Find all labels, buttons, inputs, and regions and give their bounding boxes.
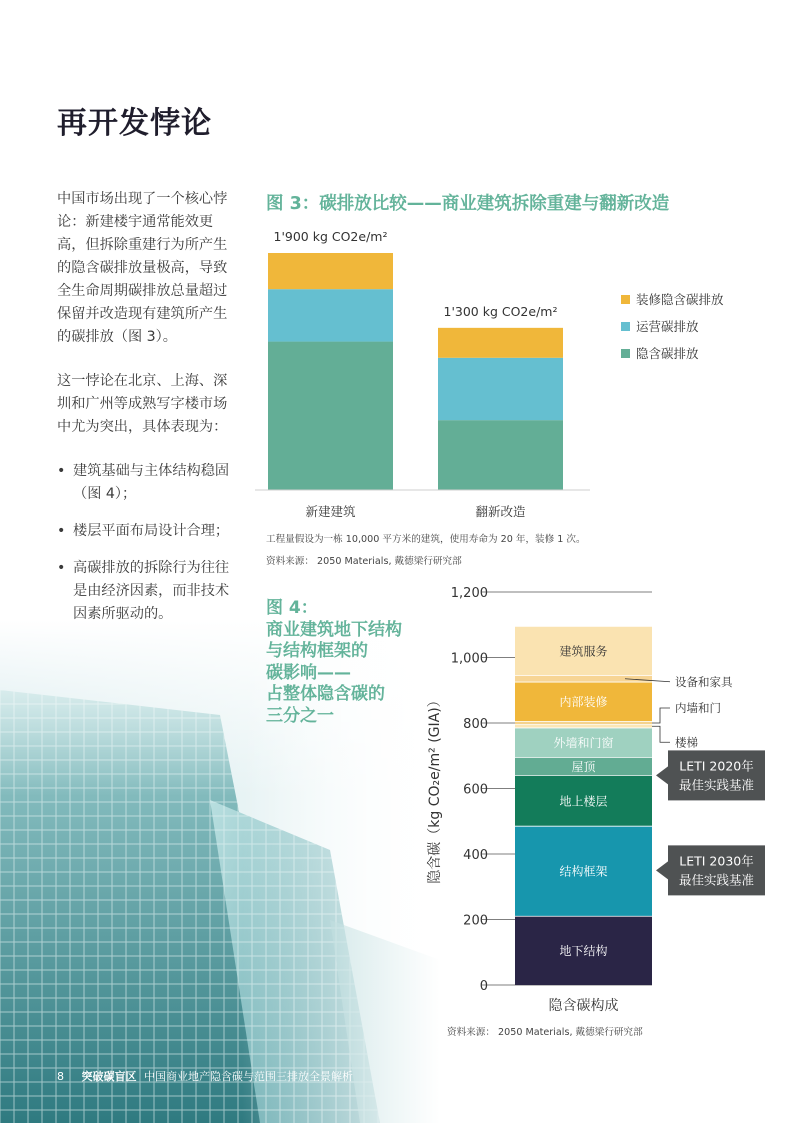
callout-label: 设备和家具 [675, 674, 733, 689]
legend-swatch [621, 349, 630, 358]
bar-segment [268, 342, 393, 490]
fig4-title-line: 碳影响—— [266, 662, 351, 683]
benchmark-label: 最佳实践基准 [678, 777, 755, 793]
fig4-title-line: 占整体隐含碳的 [266, 684, 385, 704]
stack-segment [515, 725, 652, 728]
benchmark-pointer [656, 861, 668, 879]
benchmark-label: LETI 2020年 [679, 758, 754, 774]
stack-segment [515, 721, 652, 724]
fig4-title-line: 图 4： [266, 598, 318, 618]
category-label: 翻新改造 [475, 504, 526, 519]
body-text [57, 188, 239, 640]
bullet-list [57, 460, 239, 626]
x-axis-label: 隐含碳构成 [548, 998, 619, 1014]
benchmark-label: LETI 2030年 [679, 853, 754, 869]
bar-total-label: 1'900 kg CO2e/m² [273, 229, 388, 244]
segment-label: 内部装修 [559, 695, 608, 710]
bar-total-label: 1'300 kg CO2e/m² [443, 303, 558, 319]
benchmark-pointer [656, 766, 668, 784]
segment-label: 地下结构 [559, 944, 608, 959]
page-number: 8 [57, 1070, 64, 1083]
fig4-title-line: 与结构框架的 [266, 641, 368, 661]
segment-label: 结构框架 [559, 864, 608, 879]
fig4-title [266, 598, 426, 727]
category-label: 新建建筑 [305, 504, 356, 519]
bar-segment [438, 420, 563, 490]
legend-label: 装修隐含碳排放 [636, 292, 724, 307]
legend-swatch [621, 295, 630, 304]
segment-label: 外墙和门窗 [553, 736, 614, 751]
footer [57, 1068, 353, 1084]
bar-segment [438, 328, 563, 358]
fig3-note: 工程量假设为一栋 10,000 平方米的建筑，使用寿命为 20 年，装修 1 次。 [266, 534, 586, 545]
legend-swatch [621, 322, 630, 331]
y-tick-label: 800 [463, 717, 488, 732]
list-item: • 高碳排放的拆除行为往往是由经济因素，而非技术因素所驱动的。 [57, 557, 239, 626]
y-tick-label: 200 [463, 913, 488, 929]
y-tick-label: 0 [479, 979, 488, 994]
list-item: • 建筑基础与主体结构稳固（图 4）； [57, 460, 239, 506]
benchmark-label: 最佳实践基准 [678, 872, 755, 888]
bar-segment [268, 289, 393, 341]
y-tick-label: 1,000 [450, 651, 488, 667]
bar-segment [438, 358, 563, 420]
callout-line [652, 708, 670, 723]
y-tick-label: 400 [463, 848, 488, 863]
y-tick-label: 1,200 [450, 586, 488, 601]
callout-line [652, 726, 670, 742]
segment-label: 建筑服务 [559, 644, 608, 659]
second-paragraph: 这一悖论在北京、上海、深圳和广州等成熟写字楼市场中尤为突出，具体表现为： [57, 373, 228, 435]
segment-label: 地上楼层 [559, 794, 608, 809]
list-item: • 楼层平面布局设计合理； [57, 520, 239, 543]
stack-segment [515, 676, 652, 683]
fig3-chart [255, 222, 765, 527]
footer-section: 突破碳盲区 [81, 1070, 137, 1083]
fig4-title-line: 商业建筑地下结构 [266, 619, 402, 640]
page-title: 再开发悖论 [57, 106, 212, 141]
callout-label: 内墙和门 [675, 701, 721, 715]
fig4-chart [420, 580, 792, 1020]
intro-paragraph: 中国市场出现了一个核心悖论：新建楼宇通常能效更高，但拆除重建行为所产生的隐含碳排放量极高，导致全生命周期碳排放总量超过保留并改造现有建筑所产生的碳排放（图 3）。 [57, 191, 228, 345]
fig3-source: 资料来源： 2050 Materials, 戴德梁行研究部 [266, 556, 462, 567]
y-tick-label: 600 [463, 782, 488, 798]
segment-label: 屋顶 [571, 759, 596, 774]
legend-label: 隐含碳排放 [636, 346, 699, 361]
fig3-title: 图 3：碳排放比较——商业建筑拆除重建与翻新改造 [266, 194, 670, 214]
fig4-title-line: 三分之一 [266, 705, 334, 726]
callout-label: 楼梯 [675, 735, 698, 750]
footer-report-title: 中国商业地产隐含碳与范围三排放全景解析 [144, 1070, 353, 1083]
bar-segment [268, 253, 393, 289]
fig4-source: 资料来源： 2050 Materials, 戴德梁行研究部 [447, 1027, 643, 1038]
y-axis-label: 隐含碳（kg CO₂e/m² (GIA)） [427, 693, 443, 884]
legend-label: 运营碳排放 [636, 319, 699, 334]
